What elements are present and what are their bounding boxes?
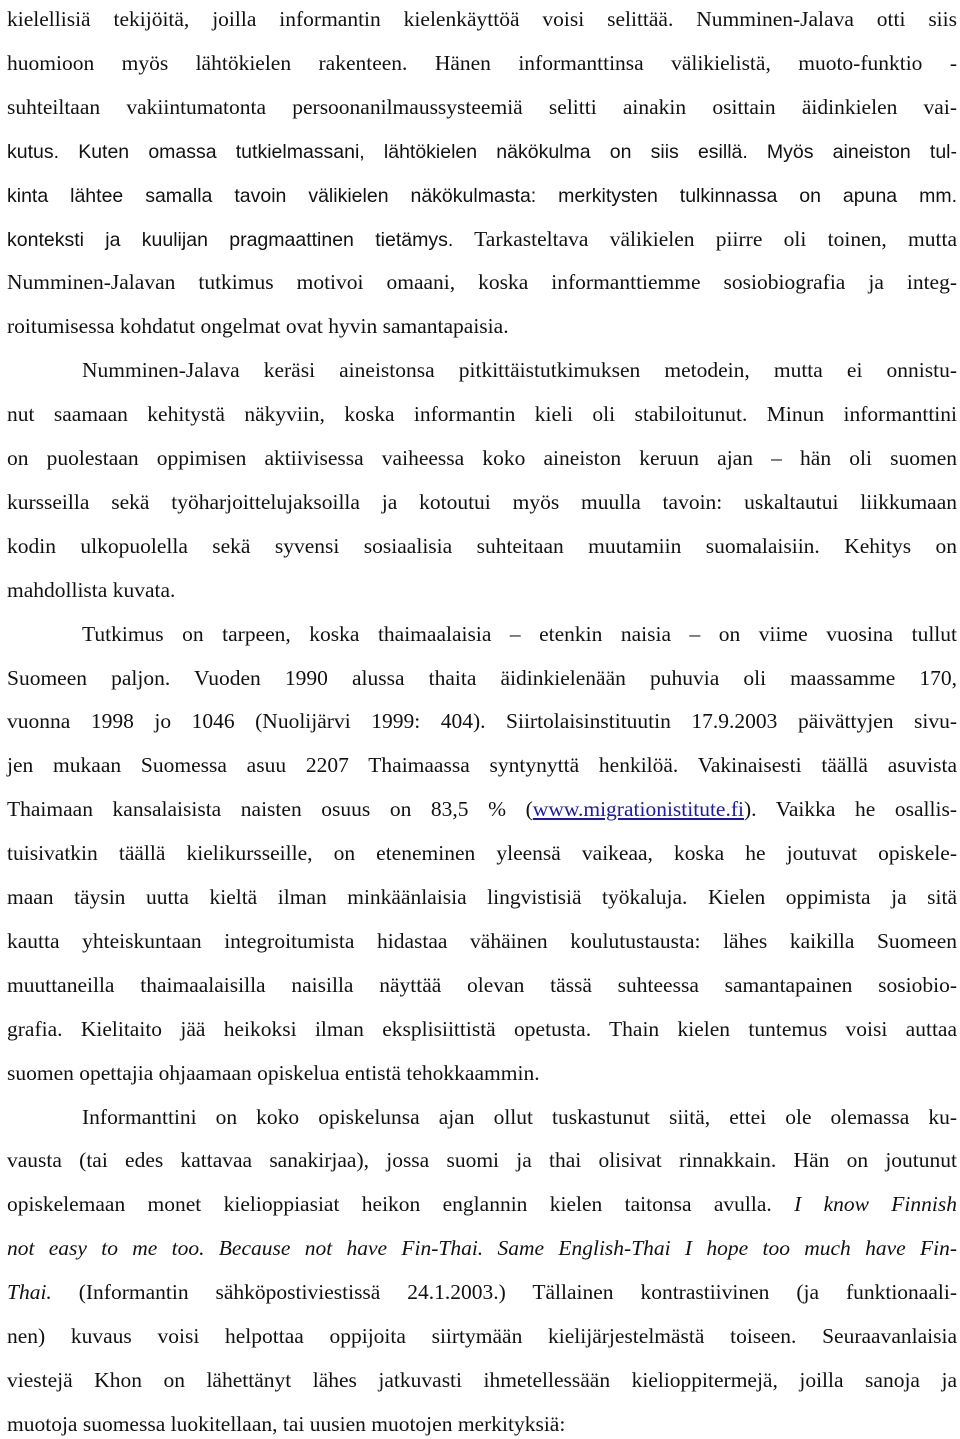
text-run: roitumisessa kohdatut ongelmat ovat hyvin samantapaisia. (7, 314, 509, 339)
text-run: Numminen-Jalavan tutkimus motivoi omaani, koska informanttiemme sosiobiografia ja integ- (7, 270, 957, 295)
text-run: suhteiltaan vakiintumatonta persoonanilmaussysteemiä selitti ainakin osittain äidinkielen vai- (7, 94, 957, 119)
text-line (7, 267, 957, 297)
text-run: kielellisiä tekijöitä, joilla informantin kielenkäyttöä voisi selittää. Numminen-Jalava otti siis (7, 7, 957, 31)
text-run: (Informantin sähköpostiviestissä 24.1.2003.) Tällainen kontrastiivinen (ja funktionaali- (51, 1280, 957, 1305)
text-line (7, 48, 957, 78)
text-line (7, 531, 957, 561)
text-run: on puolestaan oppimisen aktiivisessa vaiheessa koko aineiston keruun ajan – hän oli suomen (7, 446, 957, 470)
text-run: Suomeen paljon. Vuoden 1990 alussa thaita äidinkielenään puhuvia oli maassamme 170, (7, 665, 957, 690)
text-line (7, 180, 957, 210)
text-line (7, 794, 957, 824)
text-run: Tutkimus on tarpeen, koska thaimaalaisia – etenkin naisia – on viime vuosina tullut (82, 621, 957, 646)
text-line (7, 1277, 957, 1307)
text-run: kinta lähtee samalla tavoin välikielen näkökulmasta: merkitysten tulkinnassa on apuna mm. (7, 184, 957, 207)
text-run: mahdollista kuvata. (7, 577, 176, 602)
quoted-informant-text: I know Finnish (794, 1192, 957, 1217)
text-run: Numminen-Jalava keräsi aineistonsa pitkittäistutkimuksen metodein, mutta ei onnistu- (82, 358, 957, 383)
text-run: vuonna 1998 jo 1046 (Nuolijärvi 1999: 404). Siirtolaisinstituutin 17.9.2003 päivättyjen sivu- (7, 709, 957, 734)
text-run: konteksti ja kuulijan pragmaattinen tietämys. (7, 228, 454, 251)
text-run: muuttaneilla thaimaalaisilla naisilla näyttää olevan tässä suhteessa samantapainen sosiobio- (7, 972, 957, 997)
text-line (7, 882, 957, 912)
text-line (82, 1102, 957, 1132)
text-line (7, 575, 957, 605)
text-run: opiskelemaan monet kielioppiasiat heikon englannin kielen taitonsa avulla. (7, 1192, 795, 1217)
text-line (7, 1058, 957, 1088)
text-run: huomioon myös lähtökielen rakenteen. Hänen informanttinsa välikielistä, muoto-funktio - (7, 50, 957, 75)
text-line (7, 1233, 957, 1263)
quoted-informant-text: Thai. (7, 1280, 52, 1305)
text-run: nut saamaan kehitystä näkyviin, koska informantin kieli oli stabiloitunut. Minun informanttini (7, 402, 957, 427)
text-line (7, 4, 957, 34)
text-run: tuisivatkin täällä kielikursseille, on eteneminen yleensä vaikeaa, koska he joutuvat opiskele- (7, 841, 957, 866)
text-line (7, 1014, 957, 1044)
text-run: jen mukaan Suomessa asuu 2207 Thaimaassa syntynyttä henkilöä. Vakinaisesti täällä asuvista (7, 753, 957, 778)
text-line (7, 1409, 957, 1439)
text-run: kutus. Kuten omassa tutkielmassani, lähtökielen näkökulma on siis esillä. (7, 140, 748, 163)
text-run (748, 139, 767, 163)
text-line (7, 663, 957, 693)
quoted-informant-text: not easy to me too. Because not have Fin-Thai. Same English-Thai I hope too much have Fin- (7, 1236, 957, 1261)
text-run: Informanttini on koko opiskelunsa ajan ollut tuskastunut siitä, ettei ole olemassa ku- (82, 1104, 957, 1129)
text-line (7, 92, 957, 122)
migration-institute-link[interactable]: www.migrationistitute.fi (532, 797, 744, 822)
text-line (7, 311, 957, 341)
text-run: grafia. Kielitaito jää heikoksi ilman eksplisiittistä opetusta. Thain kielen tuntemus voisi auttaa (7, 1016, 957, 1041)
text-run: muotoja suomessa luokitellaan, tai uusien muotojen merkityksiä: (7, 1411, 566, 1436)
text-run: kursseilla sekä työharjoittelujaksoilla ja kotoutui myös muulla tavoin: uskaltautui liikkumaan (7, 489, 957, 514)
text-line (7, 1145, 957, 1175)
text-run: viestejä Khon on lähettänyt lähes jatkuvasti ihmetellessään kielioppitermejä, joilla sanoja ja (7, 1367, 957, 1392)
text-line (7, 970, 957, 1000)
text-line (7, 443, 957, 473)
text-run: kodin ulkopuolella sekä syvensi sosiaalisia suhteitaan muutamiin suomalaisiin. Kehitys on (7, 533, 957, 558)
text-line (7, 1189, 957, 1219)
text-line (7, 1321, 957, 1351)
text-line (7, 750, 957, 780)
text-run: kautta yhteiskuntaan integroitumista hidastaa vähäinen koulutustausta: lähes kaikilla Suomeen (7, 928, 957, 953)
text-run: vausta (tai edes kattavaa sanakirjaa), jossa suomi ja thai olisivat rinnakkain. Hän on joutunut (7, 1148, 957, 1173)
text-line (82, 355, 957, 385)
text-line (7, 224, 957, 254)
text-run: nen) kuvaus voisi helpottaa oppijoita siirtymään kielijärjestelmästä toiseen. Seuraavanlaisia (7, 1324, 957, 1348)
text-run: Myös aineiston tul- (766, 140, 957, 163)
text-run: ). Vaikka he osallis- (744, 797, 958, 822)
text-run: Tarkasteltava välikielen piirre oli toinen, mutta (453, 226, 957, 251)
text-line (7, 706, 957, 736)
text-line (7, 838, 957, 868)
text-line (82, 619, 957, 649)
text-line (7, 926, 957, 956)
text-run: maan täysin uutta kieltä ilman minkäänlaisia lingvistisiä työkaluja. Kielen oppimista ja sitä (7, 885, 957, 909)
text-run: Thaimaan kansalaisista naisten osuus on 83,5 % ( (7, 797, 533, 822)
text-line (7, 1365, 957, 1395)
text-run: suomen opettajia ohjaamaan opiskelua entistä tehokkaammin. (7, 1060, 540, 1085)
text-line (7, 487, 957, 517)
text-line (7, 399, 957, 429)
text-line (7, 136, 957, 166)
